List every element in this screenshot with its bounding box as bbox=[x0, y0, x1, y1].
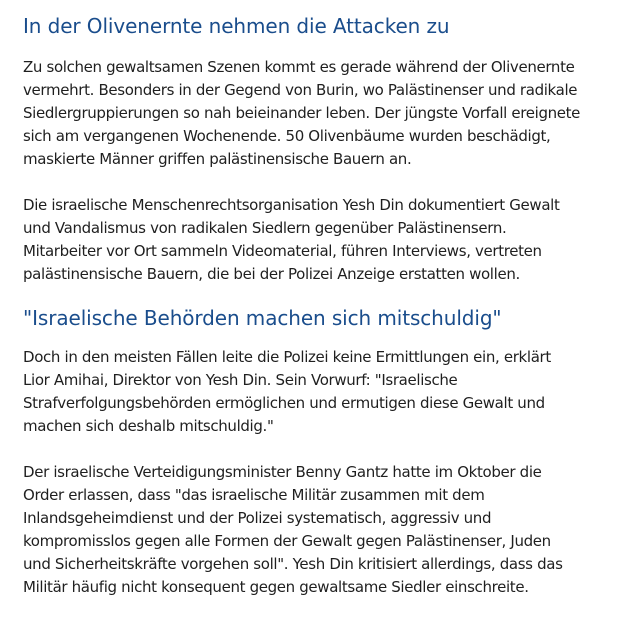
text-line: Siedlergruppierungen so nah beieinander leben. Der jüngste Vorfall ereignete bbox=[23, 104, 581, 122]
text-line: Die israelische Menschenrechtsorganisation Yesh Din dokumentiert Gewalt bbox=[23, 196, 560, 214]
section-heading-olive-harvest: In der Olivenernte nehmen die Attacken zu bbox=[23, 14, 450, 38]
text-line: Militär häufig nicht konsequent gegen gewaltsame Siedler einschreite. bbox=[23, 578, 529, 596]
text-line: Mitarbeiter vor Ort sammeln Videomaterial, führen Interviews, vertreten bbox=[23, 242, 542, 260]
text-line: Lior Amihai, Direktor von Yesh Din. Sein Vorwurf: "Israelische bbox=[23, 371, 458, 389]
text-line: sich am vergangenen Wochenende. 50 Olivenbäume wurden beschädigt, bbox=[23, 127, 551, 145]
text-line: Doch in den meisten Fällen leite die Polizei keine Ermittlungen ein, erklärt bbox=[23, 348, 551, 366]
article-body bbox=[23, 0, 623, 599]
paragraph-gantz-order bbox=[23, 461, 623, 599]
text-line: Der israelische Verteidigungsminister Benny Gantz hatte im Oktober die bbox=[23, 463, 542, 481]
text-line: Inlandsgeheimdienst und der Polizei systematisch, aggressiv und bbox=[23, 509, 492, 527]
paragraph-olive-harvest-attacks bbox=[23, 56, 623, 171]
section-heading-complicity-quote: "Israelische Behörden machen sich mitschuldig" bbox=[23, 306, 502, 330]
paragraph-yesh-din-documentation bbox=[23, 194, 623, 286]
text-line: und Sicherheitskräfte vorgehen soll". Yesh Din kritisiert allerdings, dass das bbox=[23, 555, 563, 573]
text-line: vermehrt. Besonders in der Gegend von Burin, wo Palästinenser und radikale bbox=[23, 81, 578, 99]
paragraph-police-investigations bbox=[23, 346, 623, 438]
text-line: kompromisslos gegen alle Formen der Gewalt gegen Palästinenser, Juden bbox=[23, 532, 551, 550]
text-line: Strafverfolgungsbehörden ermöglichen und ermutigen diese Gewalt und bbox=[23, 394, 545, 412]
text-line: maskierte Männer griffen palästinensische Bauern an. bbox=[23, 150, 412, 168]
text-line: Order erlassen, dass "das israelische Militär zusammen mit dem bbox=[23, 486, 485, 504]
text-line: Zu solchen gewaltsamen Szenen kommt es gerade während der Olivenernte bbox=[23, 58, 575, 76]
text-line: machen sich deshalb mitschuldig." bbox=[23, 417, 274, 435]
text-line: palästinensische Bauern, die bei der Polizei Anzeige erstatten wollen. bbox=[23, 265, 520, 283]
text-line: und Vandalismus von radikalen Siedlern gegenüber Palästinensern. bbox=[23, 219, 507, 237]
